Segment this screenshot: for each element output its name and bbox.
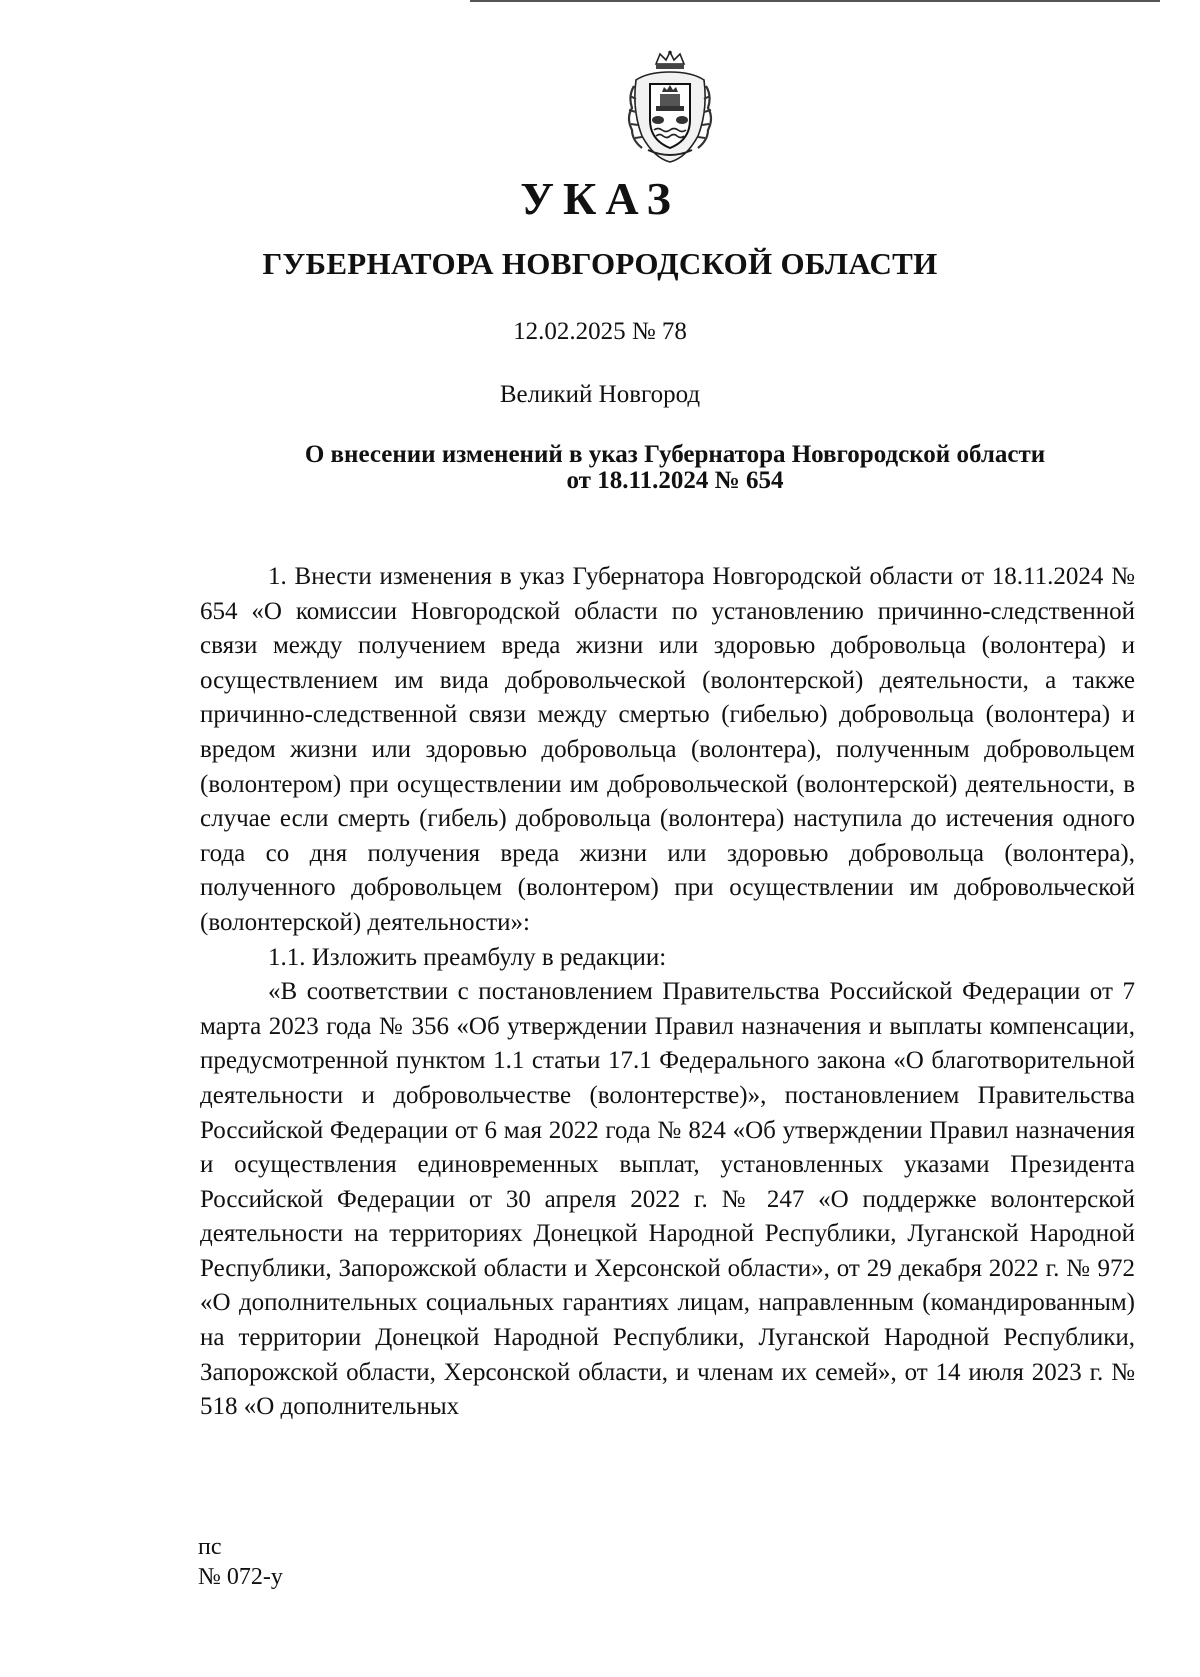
- document-date-number: 12.02.2025 № 78: [513, 318, 687, 345]
- document-issuer: ГУБЕРНАТОРА НОВГОРОДСКОЙ ОБЛАСТИ: [262, 246, 938, 281]
- document-body: [200, 560, 1135, 1425]
- document-subject: [230, 442, 1120, 494]
- document-title: УКАЗ: [520, 173, 680, 224]
- top-border-line: [470, 0, 1160, 2]
- document-place: Великий Новгород: [499, 381, 701, 408]
- subject-line-1: О внесении изменений в указ Губернатора Новгородской области: [304, 441, 1046, 468]
- body-paragraph-3: «В соответствии с постановлением Правительства Российской Федерации от 7 марта 2023 года № 356 «Об утверждении Правил назначения и выплаты компенсации, предусмотренной пунктом 1.1 статьи 17.1 Федерального закона «О благотворительной деятельности и добровольчестве (волонтерстве)», постановлением Правительства Российской Федерации от 6 мая 2022 года № 824 «Об утверждении Правил назначения и осуществления единовременных выплат, установленных указами Президента Российской Федерации от 30 апреля 2022 г. № 247 «О поддержке волонтерской деятельности на территориях Донецкой Народной Республики, Луганской Народной Республики, Запорожской области и Херсонской области», от 29 декабря 2022 г. № 972 «О дополнительных социальных гарантиях лицам, направленным (командированным) на территории Донецкой Народной Республики, Луганской Народной Республики, Запорожской области, Херсонской области, и членам их семей», от 14 июля 2023 г. № 518 «О дополнительных: [200, 978, 1135, 1421]
- subject-line-2: от 18.11.2024 № 654: [566, 467, 784, 494]
- document-footer: [198, 1532, 283, 1592]
- body-paragraph-2: 1.1. Изложить преамбулу в редакции:: [268, 943, 667, 971]
- coat-of-arms-icon: [626, 50, 714, 166]
- footer-form-number: № 072-у: [198, 1564, 283, 1590]
- footer-initials: пс: [198, 1534, 222, 1560]
- body-paragraph-1: 1. Внести изменения в указ Губернатора Новгородской области от 18.11.2024 № 654 «О комиссии Новгородской области по установлению причинно-следственной связи между получением вреда жизни или здоровью добровольца (волонтера) и осуществлением им вида добровольческой (волонтерской) деятельности, а также причинно-следственной связи между смертью (гибелью) добровольца (волонтера) и вредом жизни или здоровью добровольца (волонтера), полученным добровольцем (волонтером) при осуществлении им добровольческой (волонтерской) деятельности, в случае если смерть (гибель) добровольца (волонтера) наступила до истечения одного года со дня получения вреда жизни или здоровью добровольца (волонтера), полученного добровольцем (волонтером) при осуществлении им добровольческой (волонтерской) деятельности»:: [200, 563, 1135, 936]
